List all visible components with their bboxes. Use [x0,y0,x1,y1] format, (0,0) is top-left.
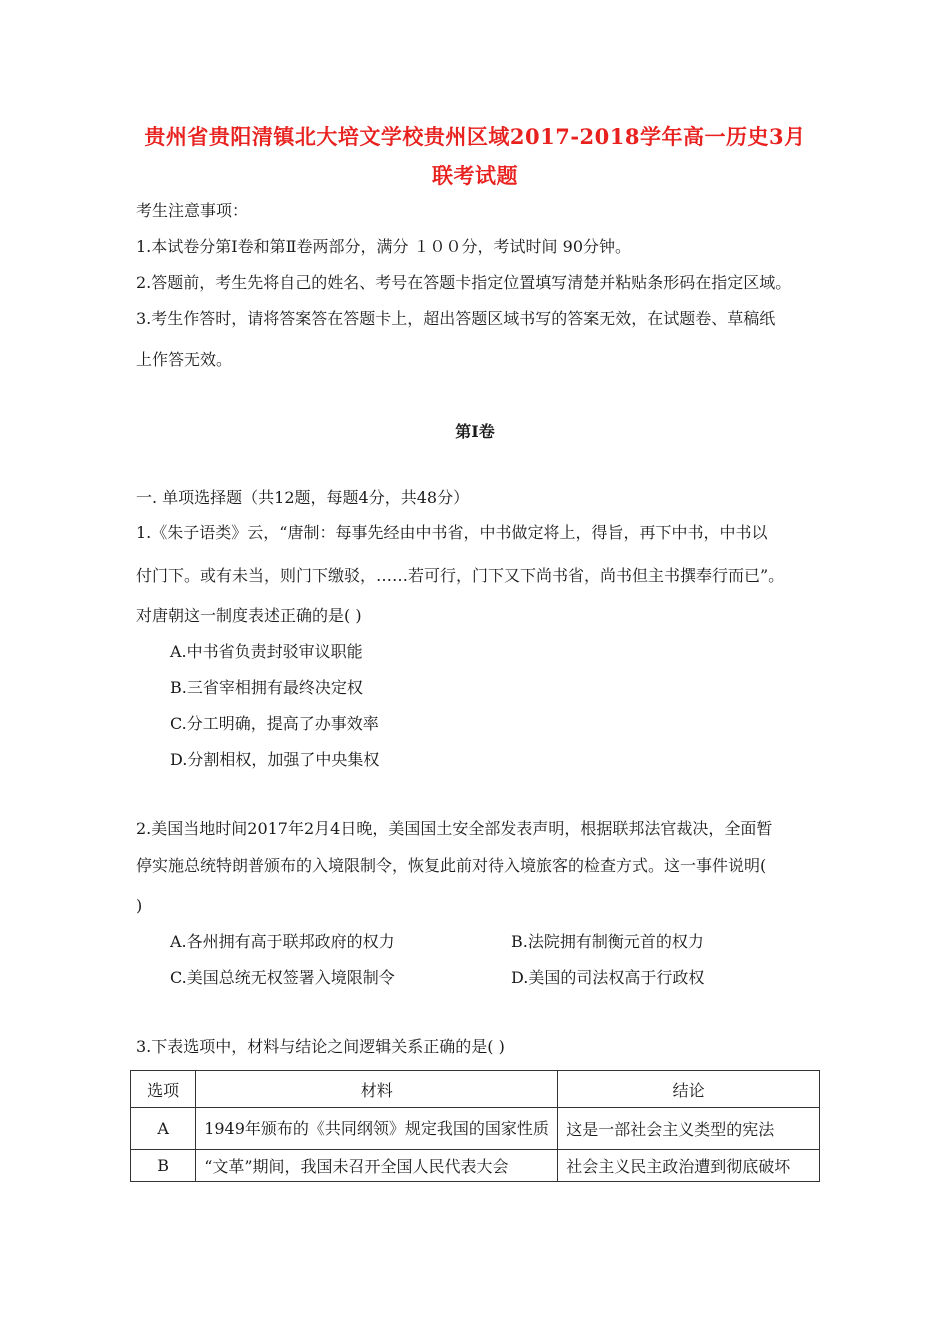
part1-heading: 一. 单项选择题（共12题，每题4分，共48分） [136,488,470,507]
q1-option-c: C.分工明确，提高了办事效率 [170,714,379,733]
notice-item-1: 1.本试卷分第Ⅰ卷和第Ⅱ卷两部分，满分 １００分，考试时间 90分钟。 [136,237,631,256]
q3-table [130,1070,820,1182]
table-header-option: 选项 [131,1071,196,1108]
q1-option-d: D.分割相权，加强了中央集权 [170,750,380,769]
q1-stem-line-3: 对唐朝这一制度表述正确的是( ) [136,606,362,625]
q1-stem-line-1: 1.《朱子语类》云，“唐制：每事先经由中书省，中书做定将上，得旨，再下中书，中书以 [136,523,768,542]
notice-item-2: 2.答题前，考生先将自己的姓名、考号在答题卡指定位置填写清楚并粘贴条形码在指定区域。 [136,273,792,292]
q1-option-b: B.三省宰相拥有最终决定权 [170,678,363,697]
q1-option-a: A.中书省负责封驳审议职能 [170,642,363,661]
q2-option-a: A.各州拥有高于联邦政府的权力 [170,932,395,951]
exam-title-line-1: 贵州省贵阳清镇北大培文学校贵州区域2017-2018学年高一历史3月 [144,124,806,149]
q3-stem: 3.下表选项中，材料与结论之间逻辑关系正确的是( ) [136,1037,505,1056]
table-cell-option: B [131,1150,196,1182]
table-cell-conclusion: 这是一部社会主义类型的宪法 [558,1108,820,1150]
table-header-row [131,1071,820,1108]
q1-stem-line-2: 付门下。或有未当，则门下缴驳，……若可行，门下又下尚书省，尚书但主书撰奉行而已”。 [136,566,785,585]
table-row [131,1150,820,1182]
table-cell-material: “文革”期间，我国未召开全国人民代表大会 [196,1150,558,1182]
q2-stem-line-1: 2.美国当地时间2017年2月4日晚，美国国土安全部发表声明，根据联邦法官裁决，全面暂 [136,819,773,838]
q2-stem-line-2: 停实施总统特朗普颁布的入境限制令，恢复此前对待入境旅客的检查方式。这一事件说明( [136,856,767,875]
table-cell-conclusion: 社会主义民主政治遭到彻底破坏 [558,1150,820,1182]
table-cell-material: 1949年颁布的《共同纲领》规定我国的国家性质 [196,1108,558,1150]
table-header-material: 材料 [196,1071,558,1108]
section-title: 第Ⅰ卷 [455,422,495,441]
notice-heading: 考生注意事项： [136,201,249,220]
table-row [131,1108,820,1150]
exam-title-line-2: 联考试题 [432,163,518,188]
q2-option-c: C.美国总统无权签署入境限制令 [170,968,395,987]
notice-item-3: 3.考生作答时，请将答案答在答题卡上，超出答题区域书写的答案无效，在试题卷、草稿纸 [136,309,776,328]
q2-option-d: D.美国的司法权高于行政权 [511,968,705,987]
q2-stem-line-3: ) [136,896,143,915]
table-cell-option: A [131,1108,196,1150]
notice-item-3-cont: 上作答无效。 [136,350,233,369]
q2-option-b: B.法院拥有制衡元首的权力 [511,932,704,951]
table-header-conclusion: 结论 [558,1071,820,1108]
